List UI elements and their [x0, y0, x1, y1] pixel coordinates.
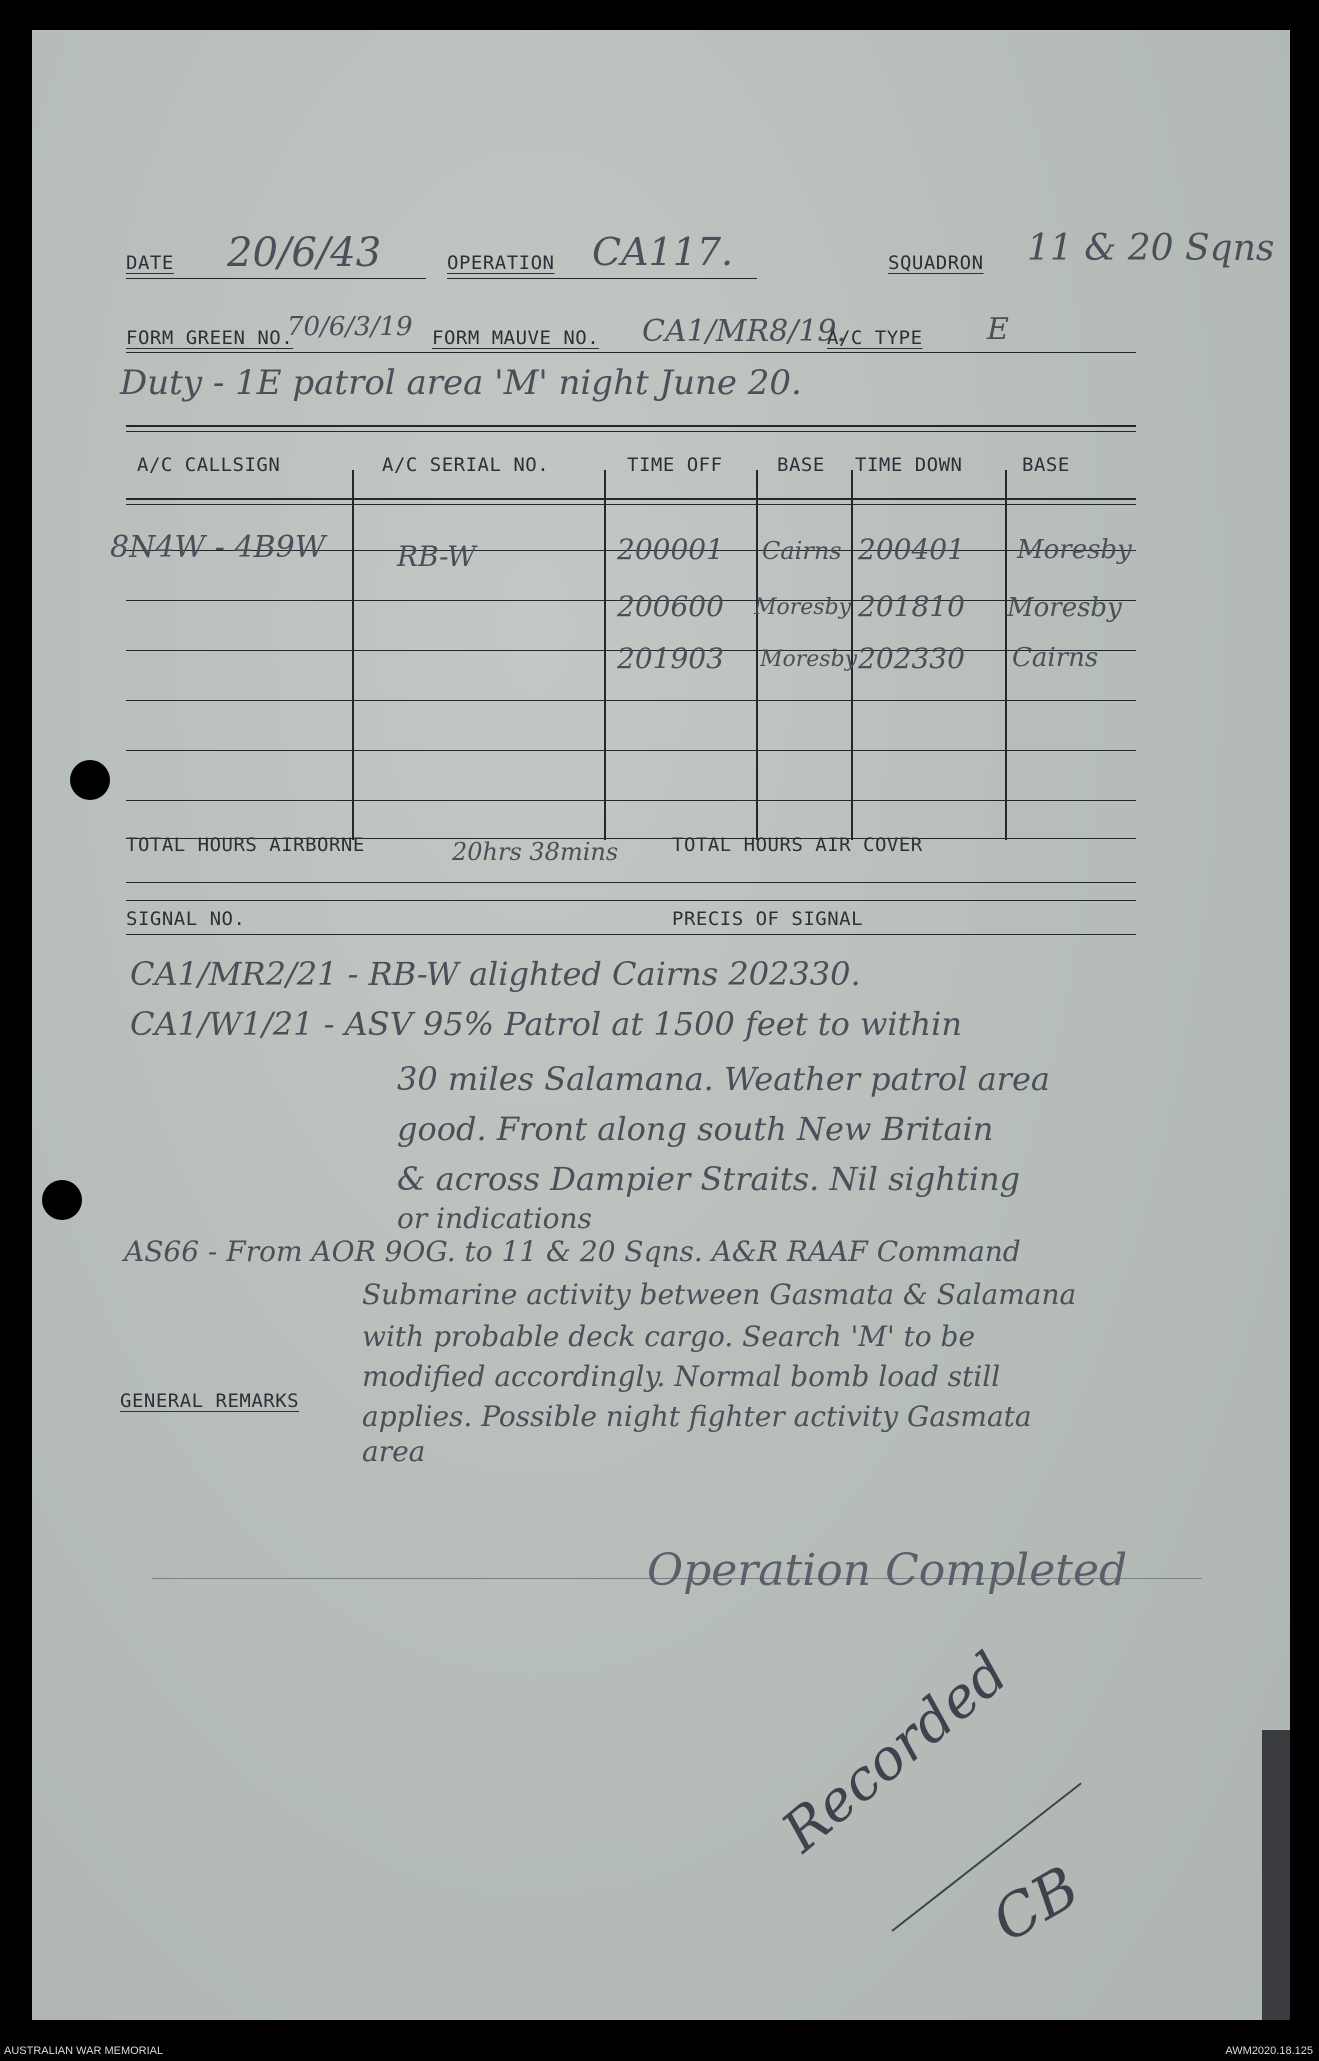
- ac-type-label: A/C TYPE: [827, 327, 923, 349]
- table-cell: 202330: [858, 642, 965, 675]
- precis-label: PRECIS OF SIGNAL: [672, 908, 864, 930]
- table-top-rule: [126, 425, 1136, 427]
- signal-entry: applies. Possible night fighter activity Gasmata: [362, 1400, 1032, 1433]
- recorded-note: Recorded: [770, 1640, 1021, 1865]
- table-row-rule: [126, 700, 1136, 701]
- signal-entry: AS66 - From AOR 9OG. to 11 & 20 Sqns. A&R RAAF Command: [124, 1235, 1021, 1268]
- signal-entry: good. Front along south New Britain: [397, 1110, 994, 1148]
- squadron-value: 11 & 20 Sqns: [1027, 228, 1275, 269]
- document-page: [32, 30, 1290, 2020]
- table-row-rule: [126, 750, 1136, 751]
- total-hours-airborne-value: 20hrs 38mins: [452, 838, 619, 866]
- table-cell: 201903: [617, 642, 724, 675]
- table-header-rule: [126, 498, 1136, 500]
- form-green-value: 70/6/3/19: [287, 312, 413, 342]
- date-label: DATE: [126, 252, 174, 274]
- signal-entry: CA1/W1/21 - ASV 95% Patrol at 1500 feet to within: [130, 1005, 962, 1043]
- header-ac-callsign: A/C CALLSIGN: [137, 454, 281, 476]
- operation-value: CA117.: [592, 230, 734, 274]
- table-top-rule-2: [126, 431, 1136, 432]
- header-base-down: BASE: [1022, 454, 1070, 476]
- signal-entry: Submarine activity between Gasmata & Salamana: [362, 1278, 1077, 1311]
- general-remarks-label: GENERAL REMARKS: [120, 1390, 300, 1412]
- header-underline: [126, 352, 1136, 353]
- table-cell: Moresby: [754, 595, 852, 620]
- header-time-off: TIME OFF: [627, 454, 723, 476]
- col-divider: [352, 470, 354, 840]
- torn-edge: [1262, 1730, 1290, 2020]
- table-cell: Cairns: [1012, 643, 1099, 673]
- table-cell: Cairns: [762, 537, 842, 565]
- signal-header-rule-2: [126, 934, 1136, 935]
- col-divider: [1005, 470, 1007, 840]
- form-mauve-value: CA1/MR8/19.: [642, 314, 847, 349]
- table-cell: 8N4W - 4B9W: [110, 530, 326, 565]
- table-cell: 201810: [858, 590, 965, 623]
- signal-entry: with probable deck cargo. Search 'M' to be: [362, 1320, 976, 1353]
- signal-entry: & across Dampier Straits. Nil sighting: [397, 1160, 1021, 1198]
- signal-entry: area: [362, 1435, 426, 1468]
- table-cell: Moresby: [760, 647, 858, 672]
- form-green-label: FORM GREEN NO.: [126, 327, 294, 349]
- table-cell: Moresby: [1017, 535, 1132, 565]
- punch-hole: [70, 760, 110, 800]
- table-cell: Moresby: [1007, 593, 1122, 623]
- ac-type-value: E: [987, 312, 1009, 347]
- initials: CB: [980, 1852, 1091, 1956]
- table-cell: RB-W: [397, 540, 476, 573]
- operation-label: OPERATION: [447, 252, 555, 274]
- operation-underline: [447, 278, 757, 279]
- table-cell: 200600: [617, 590, 724, 623]
- signal-entry: or indications: [397, 1202, 592, 1235]
- date-value: 20/6/43: [227, 230, 382, 276]
- date-underline: [126, 278, 426, 279]
- table-cell: 200001: [617, 533, 724, 566]
- footer-left: AUSTRALIAN WAR MEMORIAL: [4, 2045, 164, 2057]
- total-hours-air-cover-label: TOTAL HOURS AIR COVER: [672, 834, 923, 856]
- table-header-rule-2: [126, 504, 1136, 505]
- signal-no-label: SIGNAL NO.: [126, 908, 246, 930]
- punch-hole: [42, 1180, 82, 1220]
- signal-entry: 30 miles Salamana. Weather patrol area: [397, 1060, 1050, 1098]
- table-cell: 200401: [858, 533, 965, 566]
- footer-right: AWM2020.18.125: [1225, 2045, 1313, 2057]
- header-base-off: BASE: [777, 454, 825, 476]
- operation-completed-note: Operation Completed: [647, 1545, 1128, 1596]
- signal-entry: CA1/MR2/21 - RB-W alighted Cairns 202330.: [130, 955, 861, 993]
- header-time-down: TIME DOWN: [855, 454, 963, 476]
- totals-rule: [126, 882, 1136, 883]
- signal-header-rule: [126, 900, 1136, 901]
- header-ac-serial: A/C SERIAL NO.: [382, 454, 550, 476]
- total-hours-airborne-label: TOTAL HOURS AIRBORNE: [126, 834, 365, 856]
- col-divider: [756, 470, 758, 840]
- signal-entry: modified accordingly. Normal bomb load still: [362, 1360, 1001, 1393]
- duty-text: Duty - 1E patrol area 'M' night June 20.: [120, 363, 802, 403]
- form-mauve-label: FORM MAUVE NO.: [432, 327, 600, 349]
- col-divider: [604, 470, 606, 840]
- squadron-label: SQUADRON: [888, 252, 984, 274]
- table-row-rule: [126, 800, 1136, 801]
